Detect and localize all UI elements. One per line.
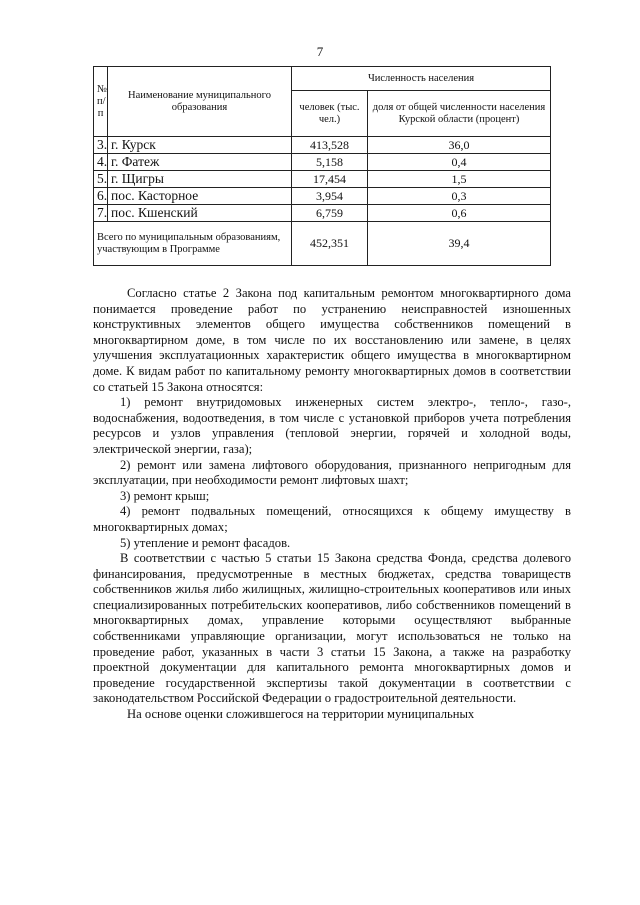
list-item: 1) ремонт внутридомовых инженерных систем электро-, тепло-, газо-, водоснабжения, водоотведения, в том числе с установкой приборов учета потребления ресурсов и узлов управления (тепловой энергии, горячей и холодной воды, электрической энергии, газа); xyxy=(93,395,571,456)
row-name: пос. Кшенский xyxy=(108,205,292,222)
list-item: 3) ремонт крыш; xyxy=(120,488,210,503)
row-share: 0,4 xyxy=(368,154,551,171)
row-num: 6. xyxy=(94,188,108,205)
header-people: человек (тыс. чел.) xyxy=(292,91,368,137)
header-num: № п/п xyxy=(94,67,108,137)
row-people: 6,759 xyxy=(292,205,368,222)
list-item: 5) утепление и ремонт фасадов. xyxy=(120,535,291,550)
row-people: 3,954 xyxy=(292,188,368,205)
header-name: Наименование муниципального образования xyxy=(108,67,292,137)
page-number: 7 xyxy=(316,44,324,59)
total-people: 452,351 xyxy=(292,222,368,266)
table-row xyxy=(94,154,551,171)
header-population: Численность населения xyxy=(292,67,551,91)
table-row xyxy=(94,205,551,222)
row-name: г. Фатеж xyxy=(108,154,292,171)
row-people: 5,158 xyxy=(292,154,368,171)
row-name: пос. Касторное xyxy=(108,188,292,205)
row-num: 3. xyxy=(94,137,108,154)
row-share: 0,6 xyxy=(368,205,551,222)
row-num: 5. xyxy=(94,171,108,188)
list-item: 4) ремонт подвальных помещений, относящихся к общему имуществу в многоквартирных домах; xyxy=(93,504,571,534)
total-share: 39,4 xyxy=(368,222,551,266)
row-num: 4. xyxy=(94,154,108,171)
row-share: 36,0 xyxy=(368,137,551,154)
row-people: 17,454 xyxy=(292,171,368,188)
row-share: 0,3 xyxy=(368,188,551,205)
paragraph-assessment: На основе оценки сложившегося на территории муниципальных xyxy=(127,707,475,722)
population-table xyxy=(93,66,551,266)
header-share: доля от общей численности населения Курской области (процент) xyxy=(368,91,551,137)
total-row xyxy=(94,222,551,266)
paragraph-funding: В соответствии с частью 5 статьи 15 Закона средства Фонда, средства долевого финансирования, предусмотренные в местных бюджетах, средства товариществ собственников жилья либо жилищных, жилищно-строительных кооперативов или иных специализированных потребительских кооперативов, либо собственников помещений в многоквартирных домах, управление которыми осуществляют выбранные собственниками управляющие организации, могут использоваться не только на проведение работ, указанных в части 3 статьи 15 Закона, а также на разработку проектной документации для капитального ремонта многоквартирных домов и проведение государственной экспертизы такой документации в соответствии с законодательством Российской Федерации о градостроительной деятельности. xyxy=(93,551,571,706)
table-row xyxy=(94,137,551,154)
row-name: г. Щигры xyxy=(108,171,292,188)
list-item: 2) ремонт или замена лифтового оборудования, признанного непригодным для эксплуатации, при необходимости ремонт лифтовых шахт; xyxy=(93,457,571,488)
table-row xyxy=(94,188,551,205)
paragraph-intro: Согласно статье 2 Закона под капитальным ремонтом многоквартирного дома понимается проведение работ по устранению неисправностей изношенных конструктивных элементов общего имущества собственников помещений в многоквартирном доме, в том числе по их восстановлению или замене, в целях улучшения эксплуатационных характеристик общего имущества в многоквартирном доме. К видам работ по капитальному ремонту многоквартирных домов в соответствии со статьей 15 Закона относятся: xyxy=(93,286,571,394)
row-people: 413,528 xyxy=(292,137,368,154)
row-share: 1,5 xyxy=(368,171,551,188)
table-row xyxy=(94,171,551,188)
row-name: г. Курск xyxy=(108,137,292,154)
total-label: Всего по муниципальным образованиям, участвующим в Программе xyxy=(94,222,292,266)
row-num: 7. xyxy=(94,205,108,222)
body-text xyxy=(93,286,571,723)
